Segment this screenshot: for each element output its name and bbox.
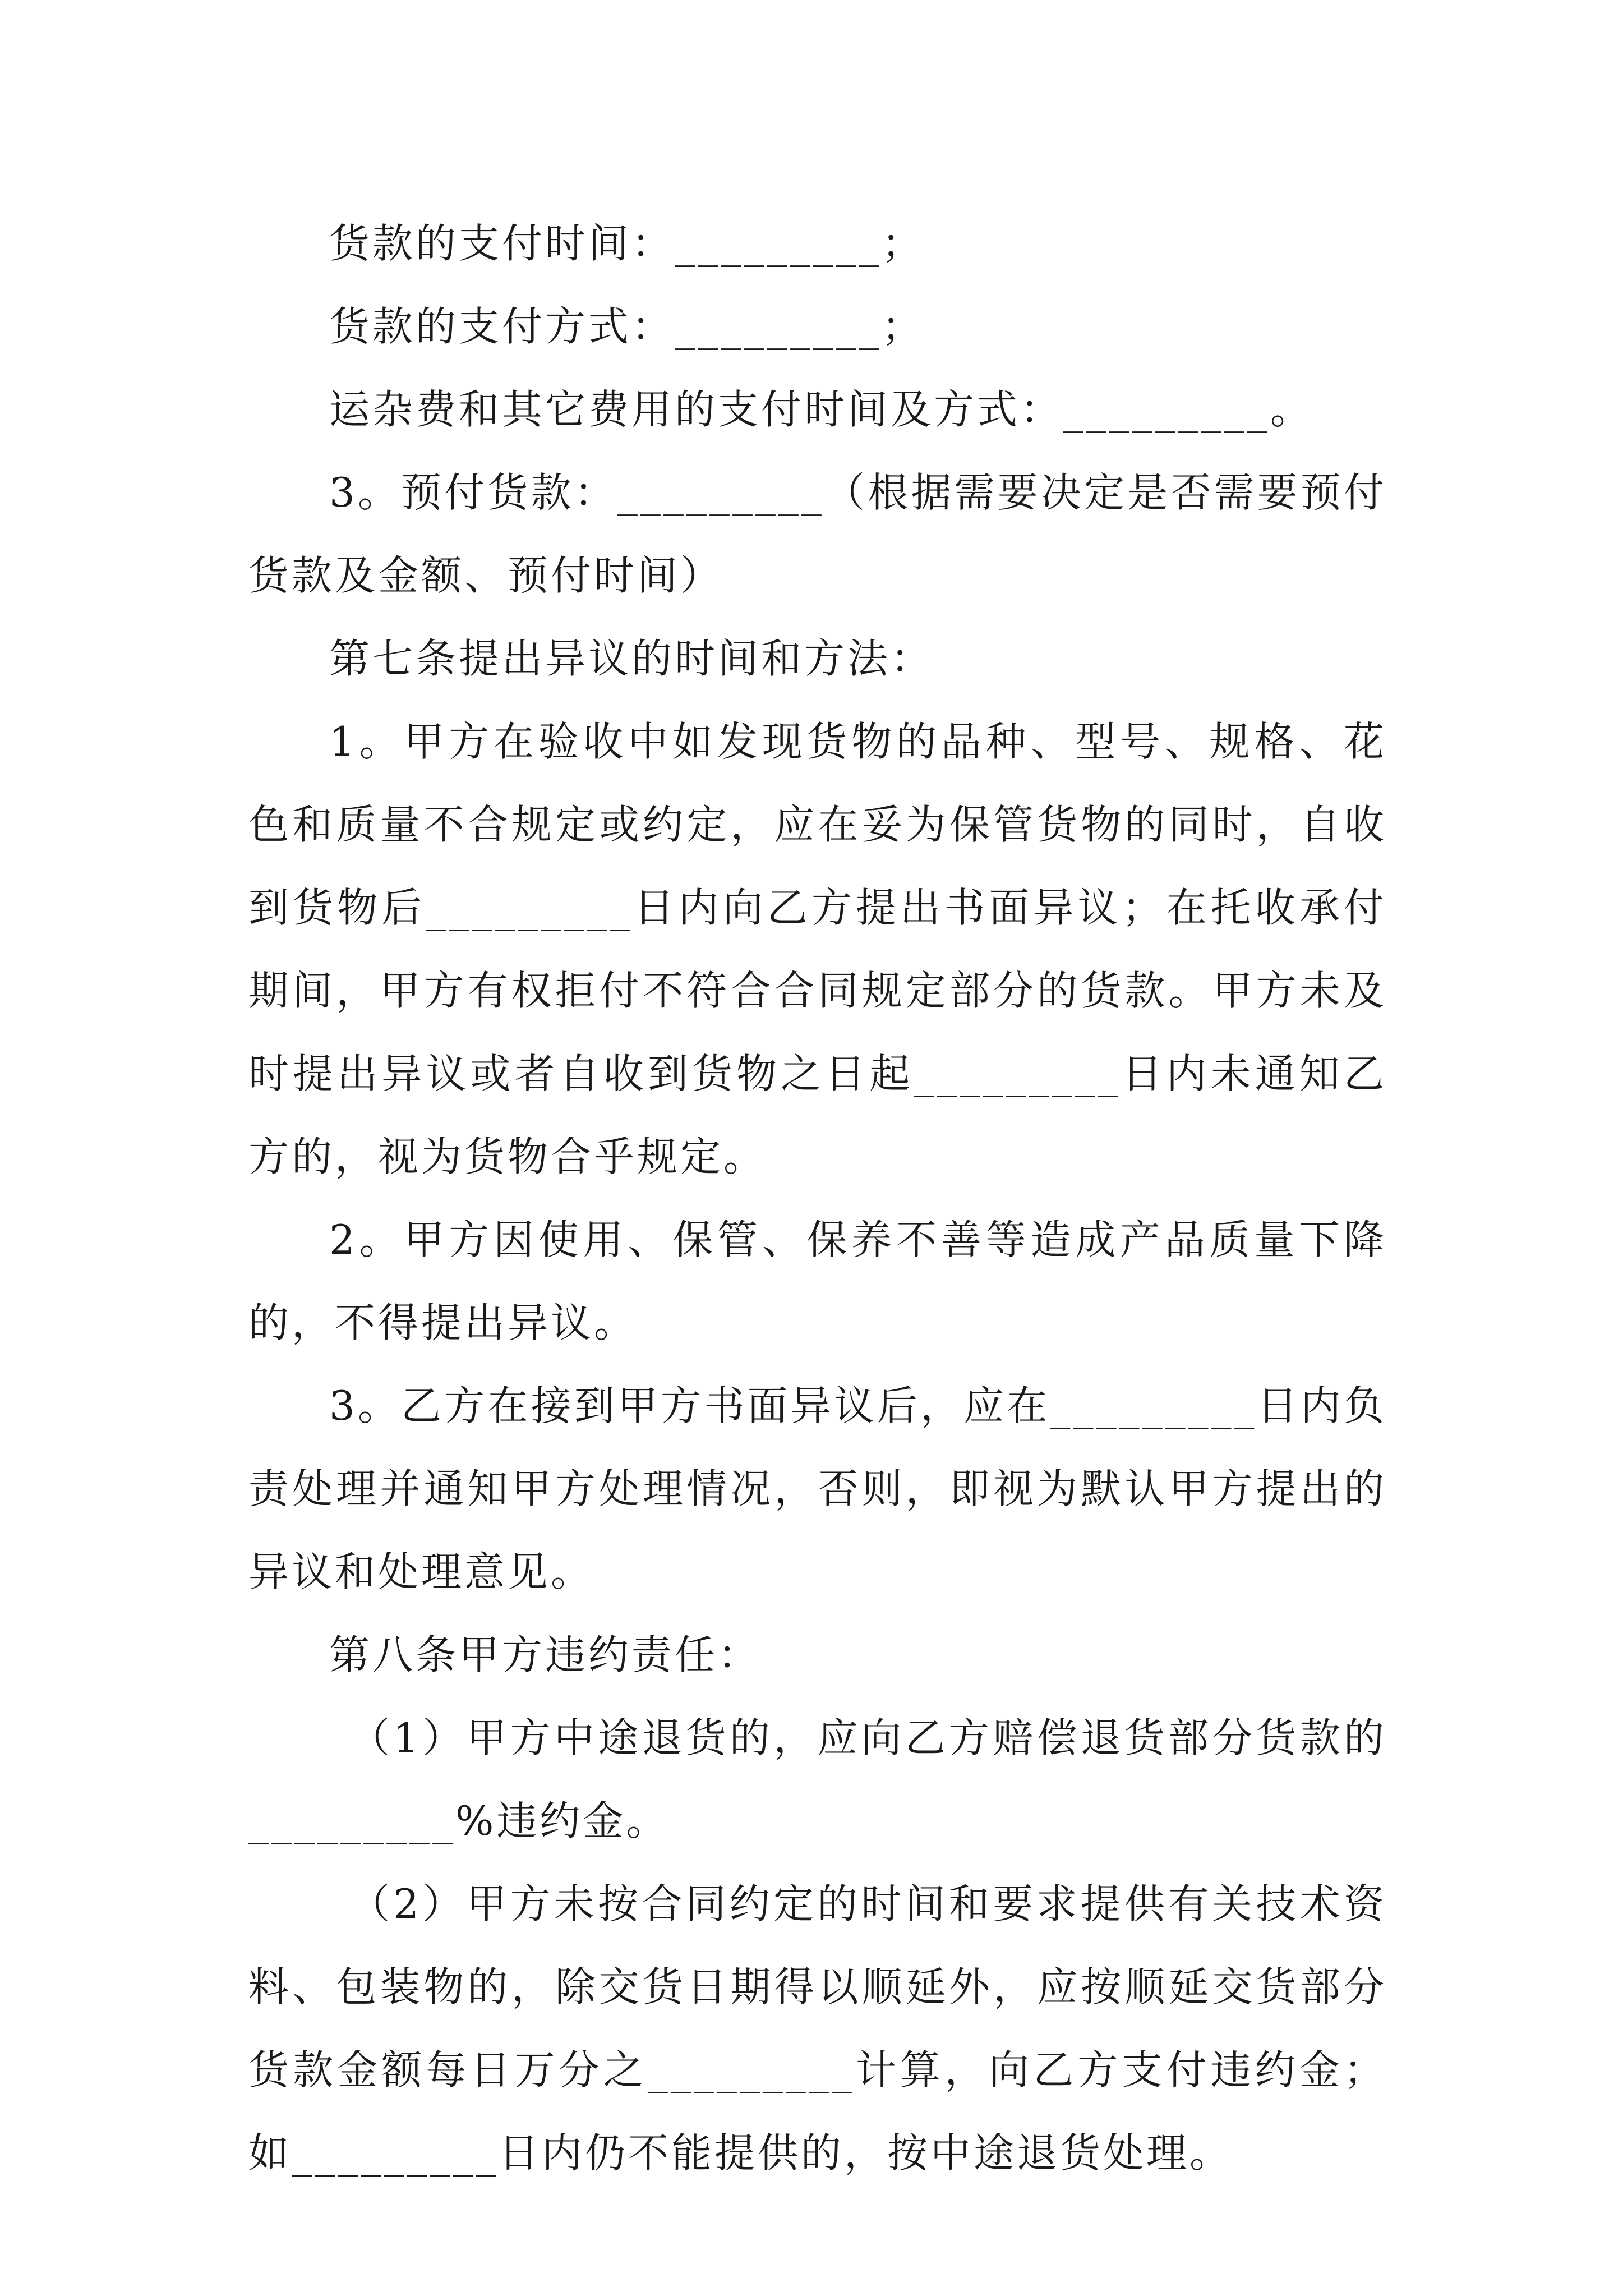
paragraph-freight-payment: 运杂费和其它费用的支付时间及方式：_________。 [329, 386, 1314, 433]
paragraph-payment-method: 货款的支付方式：_________； [329, 303, 925, 350]
paragraph-advance-payment: 3。预付货款：_________（根据需要决定是否需要预付货款及金额、预付时间） [248, 469, 1387, 599]
article-8-item-2: （2）甲方未按合同约定的时间和要求提供有关技术资料、包装物的，除交货日期得以顺延外，应按顺延交货部分货款金额每日万分之_________计算，向乙方支付违约金；如_________日内仍不能提供的，按中途退货处理。 [248, 1880, 1387, 2177]
article-7-clause-2: 2。甲方因使用、保管、保养不善等造成产品质量下降的，不得提出异议。 [248, 1216, 1387, 1346]
article-7-clause-3: 3。乙方在接到甲方书面异议后，应在_________日内负责处理并通知甲方处理情况，否则，即视为默认甲方提出的异议和处理意见。 [248, 1382, 1387, 1595]
document-body [248, 202, 1387, 2194]
article-7-heading: 第七条提出异议的时间和方法： [329, 635, 934, 682]
article-7-clause-1: 1。甲方在验收中如发现货物的品种、型号、规格、花色和质量不合规定或约定，应在妥为保管货物的同时，自收到货物后_________日内向乙方提出书面异议；在托收承付期间，甲方有权拒付不符合合同规定部分的货款。甲方未及时提出异议或者自收到货物之日起_________日内未通知乙方的，视为货物合乎规定。 [248, 718, 1387, 1180]
article-8-heading: 第八条甲方违约责任： [329, 1631, 762, 1678]
article-8-item-1: （1）甲方中途退货的，应向乙方赔偿退货部分货款的_________%违约金。 [248, 1714, 1387, 1844]
paragraph-payment-time: 货款的支付时间：_________； [329, 220, 925, 267]
